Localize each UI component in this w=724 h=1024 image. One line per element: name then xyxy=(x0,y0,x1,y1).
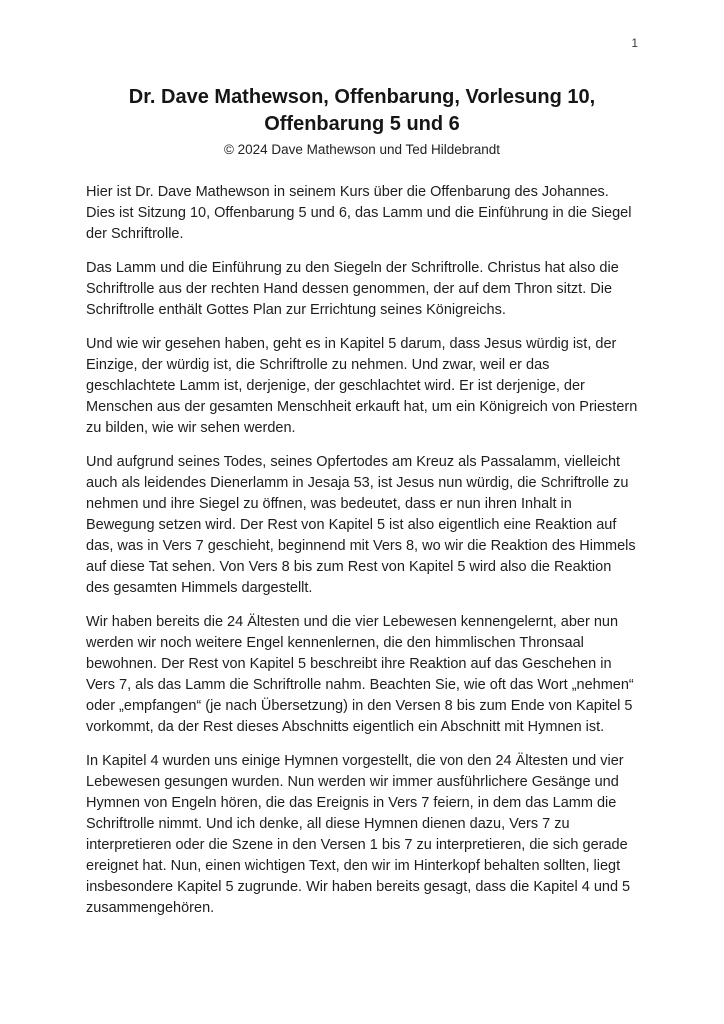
page-content xyxy=(86,0,638,919)
paragraph-2: Das Lamm und die Einführung zu den Siegeln der Schriftrolle. Christus hat also die Schriftrolle aus der rechten Hand dessen genommen, der auf dem Thron sitzt. Die Schriftrolle enthält Gottes Plan zur Errichtung seines Königreichs. xyxy=(86,260,619,318)
paragraph-4: Und aufgrund seines Todes, seines Opfertodes am Kreuz als Passalamm, vielleicht auch als leidendes Dienerlamm in Jesaja 53, ist Jesus nun würdig, die Schriftrolle zu nehmen und ihre Siegel zu öffnen, was bedeutet, dass er nun ihren Inhalt in Bewegung setzen wird. Der Rest von Kapitel 5 ist also eigentlich eine Reaktion auf das, was in Vers 7 geschieht, beginnend mit Vers 8, wo wir die Reaktion des Himmels auf diese Tat sehen. Von Vers 8 bis zum Rest von Kapitel 5 wird also die Reaktion des gesamten Himmels dargestellt. xyxy=(86,454,636,596)
page-number: 1 xyxy=(631,36,638,50)
document-title-line-1: Dr. Dave Mathewson, Offenbarung, Vorlesung 10, xyxy=(128,86,596,108)
document-title xyxy=(86,84,638,138)
paragraph-6: In Kapitel 4 wurden uns einige Hymnen vorgestellt, die von den 24 Ältesten und vier Lebewesen gesungen wurden. Nun werden wir immer ausführlichere Gesänge und Hymnen von Engeln hören, die das Ereignis in Vers 7 feiern, in dem das Lamm die Schriftrolle nimmt. Und ich denke, all diese Hymnen dienen dazu, Vers 7 zu interpretieren oder die Szene in den Versen 1 bis 7 zu interpretieren, die sich gerade ereignet hat. Nun, einen wichtigen Text, den wir im Hinterkopf behalten sollten, liegt insbesondere Kapitel 5 zugrunde. Wir haben bereits gesagt, dass die Kapitel 4 und 5 zusammengehören. xyxy=(86,753,631,916)
copyright-line: © 2024 Dave Mathewson und Ted Hildebrandt xyxy=(223,142,501,157)
paragraph-5: Wir haben bereits die 24 Ältesten und die vier Lebewesen kennengelernt, aber nun werden wir noch weitere Engel kennenlernen, die den himmlischen Thronsaal bewohnen. Der Rest von Kapitel 5 beschreibt ihre Reaktion auf das Geschehen in Vers 7, als das Lamm die Schriftrolle nahm. Beachten Sie, wie oft das Wort „nehmen“ oder „empfangen“ (je nach Übersetzung) in den Versen 8 bis zum Ende von Kapitel 5 vorkommt, da der Rest dieses Abschnitts eigentlich ein Abschnitt mit Hymnen ist. xyxy=(86,614,634,735)
paragraph-3: Und wie wir gesehen haben, geht es in Kapitel 5 darum, dass Jesus würdig ist, der Einzige, der würdig ist, die Schriftrolle zu nehmen. Und zwar, weil er das geschlachtete Lamm ist, derjenige, der geschlachtet wird. Er ist derjenige, der Menschen aus der gesamten Menschheit erkauft hat, um ein Königreich von Priestern zu bilden, wie wir sehen werden. xyxy=(86,336,638,436)
paragraph-1: Hier ist Dr. Dave Mathewson in seinem Kurs über die Offenbarung des Johannes. Dies ist Sitzung 10, Offenbarung 5 und 6, das Lamm und die Einführung in die Siegel der Schriftrolle. xyxy=(86,184,632,242)
body-text xyxy=(86,182,638,919)
document-title-line-2: Offenbarung 5 und 6 xyxy=(264,113,460,135)
